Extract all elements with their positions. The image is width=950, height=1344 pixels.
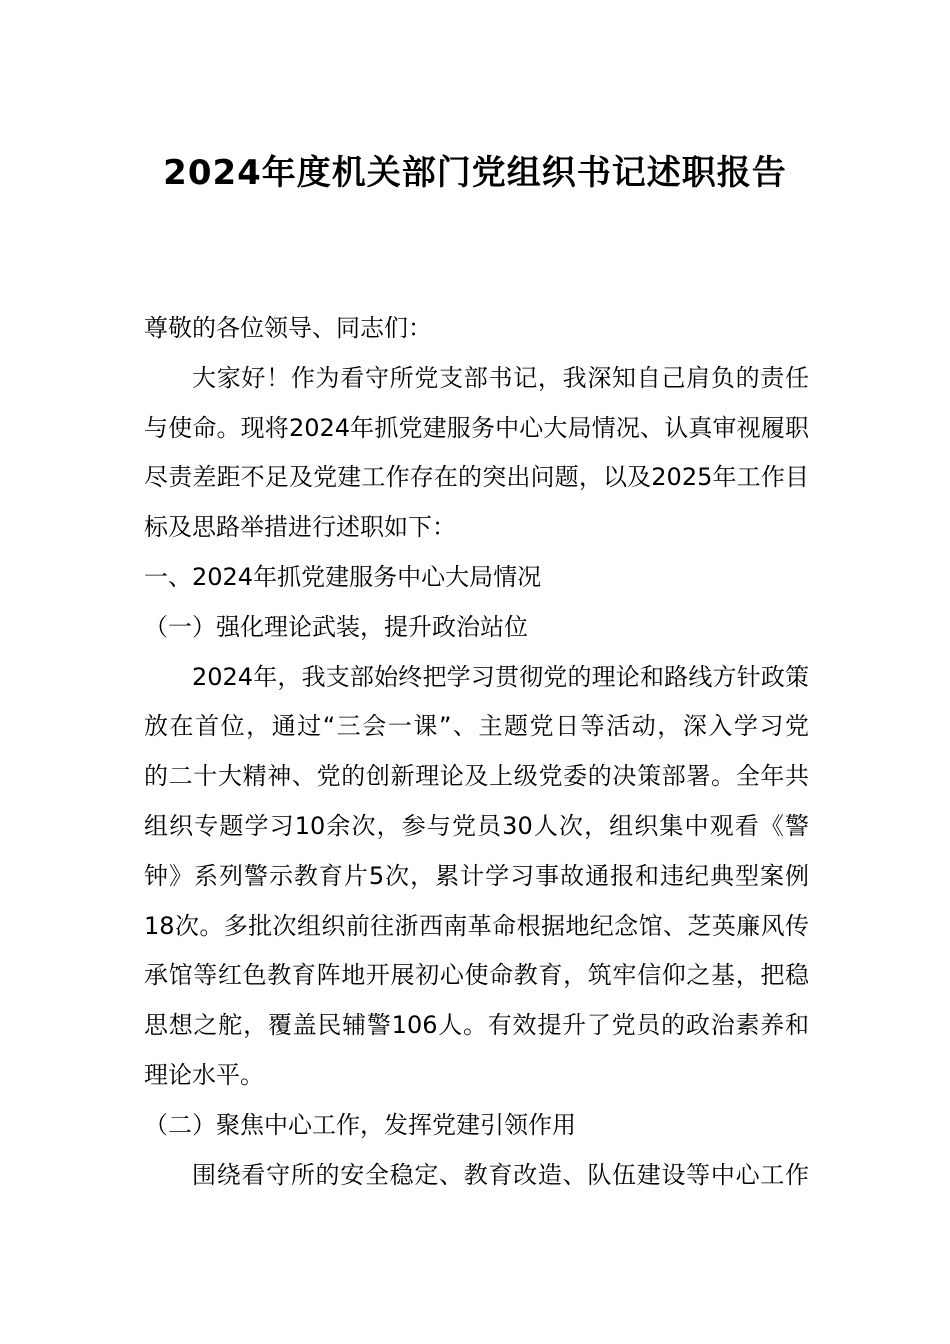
paragraph-line: 组织专题学习10余次，参与党员30人次，组织集中观看《警 <box>144 811 809 840</box>
paragraph-line: 思想之舵，覆盖民辅警106人。有效提升了党员的政治素养和 <box>144 1011 809 1040</box>
paragraph-line: 18次。多批次组织前往浙西南革命根据地纪念馆、芝英廉风传 <box>144 911 809 940</box>
paragraph-line: 理论水平。 <box>144 1060 264 1089</box>
paragraph-line: 与使命。现将2024年抓党建服务中心大局情况、认真审视履职 <box>144 413 809 442</box>
paragraph-line: 放在首位，通过“三会一课”、主题党日等活动，深入学习党 <box>144 712 809 741</box>
paragraph-line: 尊敬的各位领导、同志们： <box>144 314 432 342</box>
paragraph-line: 标及思路举措进行述职如下： <box>144 513 456 542</box>
paragraph-line: （一）强化理论武装，提升政治站位 <box>144 612 528 641</box>
document-body <box>144 304 809 1200</box>
paragraph-line: 钟》系列警示教育片5次，累计学习事故通报和违纪典型案例 <box>144 861 809 890</box>
paragraph-line: 围绕看守所的安全稳定、教育改造、队伍建设等中心工作 <box>192 1160 809 1189</box>
paragraph-line: 2024年，我支部始终把学习贯彻党的理论和路线方针政策 <box>192 662 809 691</box>
paragraph-line: 大家好！作为看守所党支部书记，我深知自己肩负的责任 <box>192 363 809 392</box>
paragraph-line: 的二十大精神、党的创新理论及上级党委的决策部署。全年共 <box>144 762 809 791</box>
paragraph-line: 尽责差距不足及党建工作存在的突出问题，以及2025年工作目 <box>144 463 809 492</box>
paragraph-line: （二）聚焦中心工作，发挥党建引领作用 <box>144 1110 576 1139</box>
paragraph-line: 承馆等红色教育阵地开展初心使命教育，筑牢信仰之基，把稳 <box>144 961 809 990</box>
paragraph-line: 一、2024年抓党建服务中心大局情况 <box>144 562 542 591</box>
document-title: 2024年度机关部门党组织书记述职报告 <box>163 153 787 193</box>
